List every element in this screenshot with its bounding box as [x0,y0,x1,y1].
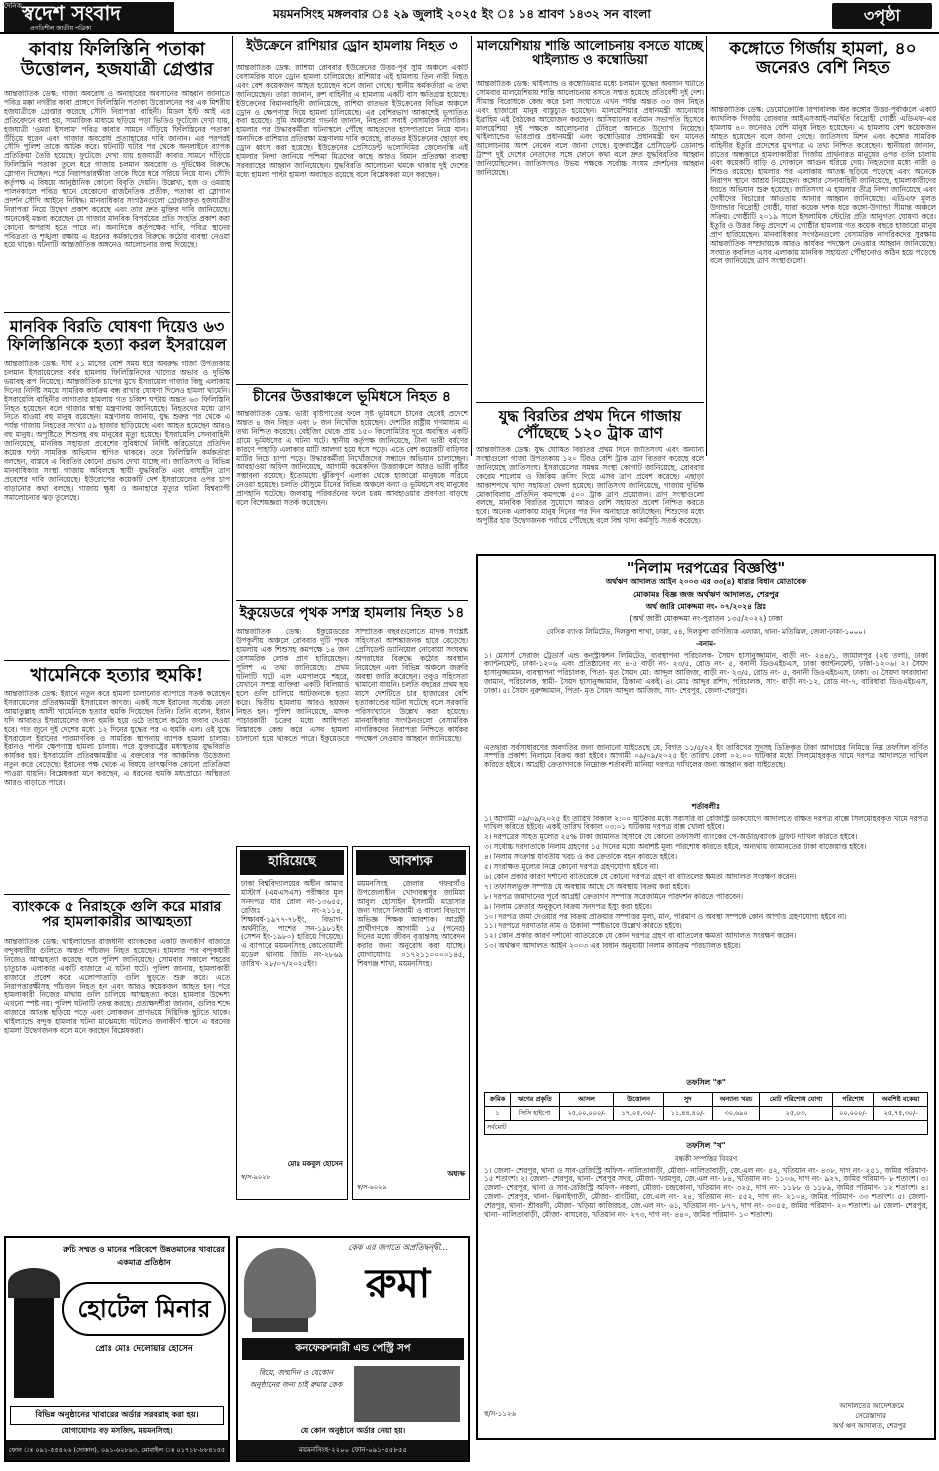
notice-table-title: তফসিল "ক" [686,1077,726,1087]
table-cell: ২৫,০৩, [760,1106,832,1120]
table-cell: ০০,০০০/- [832,1106,873,1120]
table-cell: ১৭,০৫,৩০/- [614,1106,663,1120]
ad-wanted-title: আবশ্যক [356,850,466,875]
divider [236,600,468,601]
story-kaba: আন্তর্জাতিক ডেস্ক: গাজা অবরোধ ও অনাহারের অবসানের আহ্বান জানাতে পবিত্র মক্কা নগরীর কাবা প্রাঙ্গণে ফিলিস্তিনি পতাকা উত্তোলনের পর এক মিশরীয় হজযাত্রীকে গ্রেপ্তার করেছে সৌদি নিরাপত্তা বাহিনী। মিডল ইস্ট আই এর প্রতিবেদনে বলা হয়, সামাজিক মাধ্যমে ছড়িয়ে পড়া ভিডিও ফুটেজে দেখা যায়, হজযাত্রী 'ওমরা ইসলাম' পবিত্র কাবার সামনে দাঁড়িয়ে ফিলিস্তিনের পতাকা উঁচিয়ে ধরেন এবং গাজার অবরোধ প্রত্যাহারের দাবি জানান। এর পরপরই সৌদি পুলিশ তাকে আটক করে। ঘটনাটি ঘটার পর থেকে অনলাইনে ব্যাপক প্রতিক্রিয়া তৈরি হয়েছে। ফুটেজে দেখা যায় হজযাত্রী কাবার সামনে দাঁড়িয়ে ফিলিস্তিনি পতাকা তুলে ধরে গাজায় চলমান অবরোধ ও দুর্ভিক্ষের বিরুদ্ধে স্লোগান দিচ্ছেন। পরে নিরাপত্তারক্ষীরা তাকে ঘিরে ধরে সরিয়ে নিয়ে যান। সৌদি কর্তৃপক্ষ এ বিষয়ে আনুষ্ঠানিক কোনো বিবৃতি দেয়নি। উল্লেখ্য, হজ ও ওমরাহ পালনকালে পবিত্র স্থানে যেকোনো রাজনৈতিক প্রতীক, পতাকা বা স্লোগান প্রদর্শন সৌদি আইনে নিষিদ্ধ। মানবাধিকার সংগঠনগুলো গ্রেপ্তারকৃত হজযাত্রীর নিরাপত্তা নিয়ে উদ্বেগ প্রকাশ করেছে এবং তার দ্রুত মুক্তির দাবি জানিয়েছে। অনেকেই মন্তব্য করেছেন যে গাজার মানবিক বিপর্যয়ের প্রতি সংহতি প্রকাশ করা কোনো অপরাধ হতে পারে না। অন্যদিকে কর্তৃপক্ষের দাবি, পবিত্র স্থানের পবিত্রতা ও শৃঙ্খলা রক্ষায় এ ধরনের কর্মকাণ্ডের বিরুদ্ধে কঠোর ব্যবস্থা নেওয়া হয়ে থাকে। ঘটনাটি আন্তর্জাতিক অঙ্গনেও আলোচনার জন্ম দিয়েছে। [4,90,230,250]
ruma-top-line: কেক এর জগতে অপ্রতিদ্বন্দ্বী... [348,1243,448,1252]
notice-line2: মোকামঃ বিজ্ঞ জজ অর্থঋণ আদালত, শেরপুর [633,589,779,599]
story-china: আন্তর্জাতিক ডেস্ক: ভারী বৃষ্টিপাতের ফলে সৃষ্ট ভূমিধসে চীনের হেবেই প্রদেশে অন্তত ৪ জন নিহত এবং ৮ জন নিখোঁজ হয়েছেন। দেশটির রাষ্ট্রীয় গণমাধ্যম এ তথ্য নিশ্চিত করেছে। বেইজিং থেকে প্রায় ১৫০ কিলোমিটার দূরে অবস্থিত একটি গ্রামে ভূমিধসের এ ঘটনা ঘটে। স্থানীয় কর্তৃপক্ষ জানিয়েছে, টানা ভারী বর্ষণের কারণে পাহাড়ি এলাকার মাটি আলগা হয়ে ধসে পড়ে। এতে বেশ কয়েকটি বাড়িঘর মাটির নিচে চাপা পড়ে। উদ্ধারকর্মীরা নিখোঁজদের সন্ধানে অভিযান চালাচ্ছেন। আবহাওয়া অফিস জানিয়েছে, আগামী কয়েকদিন উত্তরাঞ্চলে আরও ভারী বৃষ্টির সম্ভাবনা রয়েছে। ইতোমধ্যে ঝুঁকিপূর্ণ এলাকা থেকে হাজারো মানুষকে সরিয়ে নেওয়া হয়েছে। চলতি মৌসুমে চীনের বিভিন্ন অঞ্চলে বন্যা ও ভূমিধসে বহু মানুষের প্রাণহানি ঘটেছে। জলবায়ু পরিবর্তনের ফলে চরম আবহাওয়ার প্রবণতা বাড়ছে বলে বিশেষজ্ঞরা সতর্ক করেছেন। [236,410,468,508]
notice-condition-item: ৬। কোন প্রকার কারণ দর্শানো ব্যতিরেকে যে কোনো দরপত্র গ্রহণ বা বাতিলের ক্ষমতা আদালত সংরক্ষণ করেন। [484,872,797,881]
ad-wanted-body: ময়মনসিংহ জেলার গফরগাঁও উপজেলাধীন খোদাবক্সপুর জামিয়া আবুল হোসাইন ইসলামী মাদ্রাসার জন্য দারসে নিজামী ও বাংলা বিভাগে অভিজ্ঞ শিক্ষক আবশ্যক। আগ্রহী প্রার্থীগণকে আগামী ১৫ (পনের) দিনের মধ্যে জীবন বৃত্তান্তসহ আবেদন করার জন্য অনুরোধ করা যাচ্ছে। যোগাযোগঃ ০১৭২১১০০০০১৪৫, শিবগঞ্জ শাখা, ময়মনসিংহ। [357,879,465,969]
column-rule [471,36,472,456]
notice-signature: আদালতের আদেশক্রমে [839,1402,904,1410]
logo-small-top: দৈনিক [4,2,22,10]
notice-title: "নিলাম দরপত্রের বিজ্ঞপ্তি" [626,559,786,577]
story-congo: আন্তর্জাতিক ডেস্ক: ডেমোক্রেটিক রিপাবলিক অব কঙ্গোর উত্তর-পূর্বাঞ্চলে একটি ক্যাথলিক গির্জায় রোববার আইএসআই-সমর্থিত বিদ্রোহী গোষ্ঠী এডিএফ-এর হামলায় ৪০ জনেরও বেশি মানুষ নিহত হয়েছেন। এ হামলায় বেশ কয়েকজন আহত হয়েছেন বলে জানা গেছে। জাতিসংঘ মিশন এবং কঙ্গোর সামরিক বাহিনীর ইতুরি প্রদেশের মুখপাত্র এ তথ্য নিশ্চিত করেছেন। স্থানীয়রা জানান, রাতের অন্ধকারে হামলাকারীরা গির্জায় প্রার্থনারত মানুষের ওপর গুলি চালায় এবং কয়েকটি বাড়ি ও দোকানে আগুন ধরিয়ে দেয়। নিহতদের মধ্যে নারী ও শিশুও রয়েছে। হামলার পর এলাকায় আতঙ্ক ছড়িয়ে পড়েছে এবং অনেকে নিরাপদ স্থানে আশ্রয় নিয়েছেন। কঙ্গোর সেনাবাহিনী জানিয়েছে, হামলাকারীদের ধরতে অভিযান শুরু হয়েছে। জাতিসংঘ এ হামলার তীব্র নিন্দা জানিয়েছে এবং দোষীদের বিচারের আওতায় আনার আহ্বান জানিয়েছে। এডিএফ মূলত উগান্ডার বিদ্রোহী গোষ্ঠী, যারা কয়েক দশক ধরে কঙ্গো-উগান্ডা সীমান্ত অঞ্চলে সক্রিয়। গোষ্ঠীটি ২০১৯ সালে ইসলামিক স্টেটের প্রতি আনুগত্য ঘোষণা করে। ইতুরি ও উত্তর কিভু প্রদেশে এ গোষ্ঠীর হামলায় গত কয়েক বছরে হাজারো মানুষ প্রাণ হারিয়েছেন। মানবাধিকার সংগঠনগুলো বেসামরিক নাগরিকদের সুরক্ষায় আন্তর্জাতিক সম্প্রদায়কে আরও কার্যকর পদক্ষেপ নেওয়ার আহ্বান জানিয়েছে। সংঘাত কবলিত এসব এলাকায় মানবিক সহায়তা পৌঁছানোও কঠিন হয়ে পড়েছে বলে জানিয়েছে ত্রাণ সংস্থাগুলো। [710,106,936,266]
story-ecuador: আন্তর্জাতিক ডেস্ক: ইকুয়েডরের উপকূলীয় অঞ্চলে রোববার দুটি পৃথক হামলায় এক শিশুসহ কমপক্ষে ১৪ জন বেসামরিক লোক প্রাণ হারিয়েছেন। পুলিশ এ তথ্য জানিয়েছে। প্রথম ঘটনাটি ঘটে এল এমপালমে শহরে, যেখানে সশস্ত্র ব্যক্তিরা একটি বিলিয়ার্ড হলে গুলি চালিয়ে আটজনকে হত্যা করে। দ্বিতীয় হামলায় আরও ছয়জন নিহত হন। পুলিশ জানিয়েছে, মাদক পাচারকারী চক্রের মধ্যে আধিপত্য বিস্তারকে কেন্দ্র করে এসব হামলা চালানো হয়ে থাকতে পারে। ইকুয়েডরে সাম্প্রতিক বছরগুলোতে মাদক সংশ্লিষ্ট সহিংসতা আশঙ্কাজনক হারে বেড়েছে। প্রেসিডেন্ট ড্যানিয়েল নোবোয়া সংঘবদ্ধ অপরাধের বিরুদ্ধে কঠোর অবস্থান নিয়েছেন এবং বিভিন্ন অঞ্চলে জরুরি অবস্থা জারি করেছেন। তবুও সহিংসতা থামানো যায়নি। চলতি বছরের প্রথম ছয় মাসে দেশটিতে চার হাজারের বেশি হত্যাকাণ্ডের ঘটনা ঘটেছে বলে সরকারি পরিসংখ্যানে উল্লেখ করা হয়েছে। মানবাধিকার সংগঠনগুলো বেসামরিক নাগরিকদের নিরাপত্তা নিশ্চিতে কার্যকর পদক্ষেপ নেওয়ার আহ্বান জানিয়েছে। [236,628,468,743]
ad-lost-title: হারিয়েছে [240,850,344,875]
divider [4,312,230,313]
logo-text: স্বদেশ সংবাদ [22,1,121,25]
divider [4,660,230,661]
cake-base-shape [252,1318,308,1332]
table-cell: ১১,৪৪,৪০/- [663,1106,712,1120]
notice-line1: অর্থঋণ আদালত আইন ২০০৩ এর ৩৩(৪) ধারার বিধান মোতাবেক [605,576,807,586]
column-rule [232,36,233,716]
notice-condition-item: ২। দরপত্রের সহিত মূল্যের ২৫% টাকা জামানত হিসাবে যে কোনো তফসিলী ব্যাংকের পে-অর্ডার/ব্যাংক ড্রাফট দাখিল করিতে হইবে। [484,833,858,842]
table-cell: ২৫,৭৫,৩০/- [874,1106,928,1120]
notice-schedule-sub: বন্ধকী সম্পত্তির বিবরণ [674,1154,738,1163]
headline-ukraine: ইউক্রেনে রাশিয়ার ড্রোন হামলায় নিহত ৩ [246,39,458,54]
ruma-address: ময়মনসিংহ-২২০০ ফোন-০৯১-৫৫৮৫৫ [238,1440,468,1460]
headline-congo: কঙ্গোতে গির্জায় হামলা, ৪০ জনেরও বেশি নিহত [729,39,917,78]
story-ukraine: আন্তর্জাতিক ডেস্ক: রাশিয়া রোববার ইউক্রেনের উত্তর-পূর্ব সুমি অঞ্চলে একটি বেসামরিক যানে ড্রোন হামলা চালিয়েছে। রাশিয়ার এই হামলায় তিন নারী নিহত এবং বেশ কয়েকজন আহত হয়েছেন বলে জানা গেছে। স্থানীয় কর্মকর্তারা এ তথ্য জানিয়েছেন। তারা জানান, রুশ বাহিনীর এ হামলায় একটি বাস ক্ষতিগ্রস্ত হয়েছে। ইউক্রেনের বিমানবাহিনী জানিয়েছে, রাশিয়া রাতভর ইউক্রেনের বিভিন্ন অঞ্চলে ড্রোন ও ক্ষেপণাস্ত্র দিয়ে হামলা চালিয়েছে। এর বেশিরভাগ আকাশেই ভূপাতিত করা হয়েছে। সুমি অঞ্চলের গভর্নর জানান, নিহতরা সবাই বেসামরিক নাগরিক। হামলার পর উদ্ধারকর্মীরা ঘটনাস্থলে পৌঁছে আহতদের হাসপাতালে নিয়ে যান। অন্যদিকে রাশিয়ার প্রতিরক্ষা মন্ত্রণালয় দাবি করেছে, রাতভর ইউক্রেনের ছোড়া বহু ড্রোন ধ্বংস করা হয়েছে। ইউক্রেনের প্রেসিডেন্ট ভলোদিমির জেলেনস্কি এই হামলার নিন্দা জানিয়ে পশ্চিমা মিত্রদের কাছে আরও বিমান প্রতিরক্ষা ব্যবস্থা সরবরাহের আহ্বান জানিয়েছেন। যুদ্ধবিরতি আলোচনা থমকে থাকায় দুই দেশের মধ্যে হামলা পাল্টা হামলা অব্যাহত রয়েছে বলে বিশ্লেষকরা মনে করছেন। [236,64,468,179]
table-header-cell: অন্যান্য খরচ [712,1092,760,1106]
notice-condition-item: ৪। নিলাম সংক্রান্ত যাবতীয় খরচ ও কর ক্রেতাকে বহন করিতে হইবে। [484,853,678,862]
notice-line6: -বনাম- [696,639,716,648]
notice-signature2: সেরেস্তাদার [855,1412,886,1420]
table-header-cell: আসল [559,1092,614,1106]
hotel-top-line: রুচি সম্মত ও মানের পরিবেশে উন্নতমানের খাবারের একমাত্র প্রতিষ্ঠান [63,1245,225,1267]
story-gaza-aid: আন্তর্জাতিক ডেস্ক: যুদ্ধ ঘোষিত বিরতির প্রথম দিনে জাতিসংঘ এবং অন্যান্য সংস্থাগুলো গাজা উপত্যকায় ১২০ টিরও বেশি ট্রাক ত্রাণ বিতরণ করেছে বলে জানিয়েছে জাতিসংঘ। ইসরায়েলের সমন্বয় সংস্থা কোগাট জানিয়েছে, রোববার কেরেম শালোম ও জিকিম ক্রসিং দিয়ে এসব ত্রাণ প্রবেশ করেছে। এছাড়া আকাশপথে খাদ্য সহায়তা ফেলা হয়েছে। জাতিসংঘ জানিয়েছে, গাজায় দুর্ভিক্ষ মোকাবিলায় প্রতিদিন কমপক্ষে ৫০০ ট্রাক ত্রাণ প্রয়োজন। ত্রাণ সংস্থাগুলো বলছে, মানবিক বিরতির সুযোগে আরও বেশি সহায়তা প্রবেশ নিশ্চিত করতে হবে। অনেক এলাকায় মানুষ দিনের পর দিন অনাহারে কাটাচ্ছেন। শিশুদের মধ্যে অপুষ্টির হার উদ্বেগজনক পর্যায়ে পৌঁছেছে বলে বিশ্ব খাদ্য কর্মসূচি সতর্ক করেছে। [476,446,704,526]
auction-notice [476,554,936,1440]
notice-schedule-title: তফসিল "খ" [686,1140,726,1150]
headline-malaysia: মালয়েশিয়ায় শান্তি আলোচনায় বসতে যাচ্ছে থাইল্যান্ড ও কম্বোডিয়া [477,39,703,69]
cake-icon [244,1248,316,1318]
ad-lost-body: ঢাকা বিশ্ববিদ্যালয়ের অধীন আমার মাস্টার্স (এমএসএস) পরীক্ষার মূল সনদপত্র যার রোল নং-১৩৬৫৫, রেজিঃ নং-২১১৪, শিক্ষাবর্ষ-১৯৭৭-৭৮ইং, বিভাগ- অর্থনীতি, পাশের সন-১৯৮১ইং (সেশন ইং-১৯৮০) হারিয়ে গিয়েছে। এ ব্যাপারে ময়মনসিংহ কোতোয়ালী মডেল থানায় জিডি নং-২৮৬৯ তারিখ- ২৮/০৭/২০২৫ইং। [241,879,343,969]
table-header-cell: উত্তোলন [614,1092,663,1106]
divider [236,384,468,385]
headline-kaba: কাবায় ফিলিস্তিনি পতাকা উত্তোলন, হজযাত্রী গ্রেপ্তার [20,39,214,80]
notice-condition-item: ১১। দরপত্রে দরদাতার নাম ও ঠিকানা স্পষ্টভাবে উল্লেখ করিতে হইবে। [484,922,682,931]
notice-line4: (অর্থ জারী মোকদ্দমা নং-পুরাতন ১৩৫/২০২২) ঢাকা [629,613,783,623]
logo-tagline: প্রগতিশীল জাতীয় পত্রিকা [30,25,92,32]
dome-icon [8,1268,60,1298]
story-bangkok: আন্তর্জাতিক ডেস্ক: থাইল্যান্ডের রাজধানী ব্যাংককের একটি জনাকীর্ণ বাজারে বন্দুকধারীর গুলিতে অন্তত পাঁচজন নিহত হয়েছেন। হামলার পর বন্দুকধারী নিজেও আত্মহত্যা করেছে বলে পুলিশ জানিয়েছে। সোমবার সকালে শহরের চাতুচাক এলাকার একটি বাজারে এ ঘটনা ঘটে। পুলিশ জানায়, হামলাকারী বাজারে প্রবেশ করে এলোপাতাড়ি গুলি ছুড়তে শুরু করে। এতে নিরাপত্তারক্ষীসহ পাঁচজন নিহত হন এবং আরও কয়েকজন আহত হন। পরে হামলাকারী নিজের মাথায় গুলি চালিয়ে আত্মহত্যা করে। হামলার উদ্দেশ্য এখনো স্পষ্ট নয়। পুলিশ ঘটনাটি তদন্ত করছে। প্রত্যক্ষদর্শীরা জানান, গুলির শব্দে বাজারে আতঙ্ক ছড়িয়ে পড়ে এবং লোকজন প্রাণভয়ে দিগ্বিদিক ছুটতে থাকে। থাইল্যান্ডে বন্দুক হামলার ঘটনা মাঝেমধ্যে ঘটলেও জনাকীর্ণ স্থানে এ ধরনের হামলা উদ্বেগজনক বলে মনে করছেন বিশ্লেষকরা। [4,938,230,1036]
table-header-cell: ঋণের প্রকৃতি [510,1092,559,1106]
notice-signature3: অর্থ ঋণ আদালত, শেরপুর [832,1422,906,1430]
hotel-name: হোটেল মিনার [62,1282,226,1336]
headline-khamenei: খামেনিকে হত্যার হুমকি! [30,665,204,686]
notice-condition-item: ১২। কোন প্রকার কারণ দর্শানো ব্যতিরেকে যে কোন দরপত্র গ্রহণ বা বাতিলের ক্ষমতা আদালত সংরক্ষণ করেন। [484,932,797,941]
table-cell: সিসি হাইপো [510,1106,559,1120]
table-header-cell: পরিশোধ [832,1092,873,1106]
table-total-row [485,1120,928,1134]
ad-wanted [352,846,470,1200]
notice-condition-item: ৫। সংরক্ষিত মূল্যের নিম্নে কোনো দরপত্র গ্রহণযোগ্য হইবে না। [484,863,659,872]
notice-condition-item: ৯। নিলাম ক্রেতার অনুকূলে বিক্রয় সনদপত্র ইস্যু করা হইবে। [484,902,652,911]
headline-china: চীনের উত্তরাঞ্চলে ভূমিধসে নিহত ৪ [253,389,451,405]
ad-hotel-minar [4,1236,230,1462]
divider [476,402,704,403]
notice-table [484,1092,928,1135]
story-khamenei: আন্তর্জাতিক ডেস্ক: ইরানে নতুন করে হামলা চালানোর ব্যাপারে সতর্ক করেছেন ইসরায়েলের প্রতিরক্ষামন্ত্রী ইসরায়েল কাৎজ। একই সঙ্গে ইরানের সর্বোচ্চ নেতা আয়াতুল্লাহ আলী খামেনিকে হত্যার হুমকি দিয়েছেন তিনি। তিনি বলেন, ইরান যদি আবারও ইসরায়েলের জন্য হুমকি হয়ে ওঠে তাহলে কঠোর জবাব দেওয়া হবে। গত জুনে দুই দেশের মধ্যে ১২ দিনের যুদ্ধের পর এ হুমকি এল। ওই যুদ্ধে ইসরায়েল ইরানের পারমাণবিক ও সামরিক স্থাপনায় ব্যাপক হামলা চালায়। ইরানও পাল্টা ক্ষেপণাস্ত্র হামলা চালায়। পরে যুক্তরাষ্ট্রের মধ্যস্থতায় যুদ্ধবিরতি কার্যকর হয়। ইসরায়েলি প্রতিরক্ষামন্ত্রীর এ বক্তব্যের পর আঞ্চলিক উত্তেজনা নতুন করে বেড়েছে। ইরানের পক্ষ থেকে এ বিষয়ে তাৎক্ষণিক কোনো প্রতিক্রিয়া পাওয়া যায়নি। বিশ্লেষকরা মনে করছেন, এ ধরনের হুমকি মধ্যপ্রাচ্যে অস্থিরতা আরও বাড়াতে পারে। [4,690,230,788]
notice-schedule: ১। জেলা- শেরপুর, থানা ও সাব-রেজিস্ট্রি অফিস- নালিতাবাড়ী, মৌজা- নালিতাবাড়ী, জে.এল নং- ৫২, খতিয়ান নং- ৪৩৮, দাগ নং- ২৫১, জমির পরিমাণ- ১৫ শতাংশ। ২। জেলা- শেরপুর, থানা- শেরপুর সদর, মৌজা- খরমপুর, জে.এল নং- ৮৪, খতিয়ান নং- ১১০৬, দাগ নং- ৯২৭, জমির পরিমাণ- ৮ শতাংশ। ৩। জেলা- শেরপুর, থানা ও সাব-রেজিস্ট্রি অফিস- নকলা, মৌজা- চন্দ্রকোনা, খতিয়ান নং- ৩২৫, দাগ নং- ১১৮৮ ও ১১৮৯, জমির পরিমাণ- ১২ শতাংশ। ৪। জেলা- শেরপুর, থানা- ঝিনাইগাতী, মৌজা- রাংটিয়া, জে.এল নং- ২৪, খতিয়ান নং- ৫৫২, দাগ নং- ২১০৪, জমির পরিমাণ- ৩৩ শতাংশ। ৫। জেলা- শেরপুর, থানা- শ্রীবরদী, মৌজা- খড়িয়া কাজিরচর, জে.এল নং- ৬১, খতিয়ান নং- ৮৭৭, দাগ নং- ৩০৫৫, জমির পরিমাণ- ২০ শতাংশ। ৬। জেলা- শেরপুর, থানা- নালিতাবাড়ী, মৌজা- বাঘবেড়, খতিয়ান নং- ২৭৩, দাগ নং- ৪৪০, জমির পরিমাণ- ১০ শতাংশ। [484,1165,928,1220]
page-number: ৩পৃষ্ঠা [832,3,932,29]
cake-slice-icon [354,1366,460,1422]
ad-ruma [236,1236,470,1462]
ruma-name: রুমা [365,1260,431,1307]
notice-intro: এতদ্বারা সর্বসাধারণের অবগতির জন্য জানানো যাইতেছে যে, বিগত ১১/৫/২২ ইং তারিখের সুদসহ ডিক্রিকৃত টাকা আদায়ের নিমিত্তে নিম্ন তফসিল বর্ণিত সম্পত্তি প্রকাশ্য নিলামে বিক্রয় করা হইবে। আগামী ০৯/০৯/২০২৫ ইং তারিখ বেলা ০২.০০ ঘটিকার মধ্যে সিলমোহরকৃত খামে দরপত্র আদালতে দাখিল করিতে হইবে। আগ্রহী ক্রেতাগণকে নিম্নোক্ত শর্তাবলী মানিয়া দরপত্র দাখিলের জন্য আহ্বান করা যাইতেছে। [484,742,928,770]
column-rule [706,36,707,456]
table-row [485,1106,928,1120]
notice-line3: অর্থ জারি মোকদ্দমা নং- ০৭/২০২৪ খ্রিঃ [645,601,767,611]
table-header-cell: ক্রমিক [485,1092,511,1106]
notice-condition-item: ৮। দরপত্র জমাদানের পূর্বে আগ্রহী ক্রেতাগণ সম্পত্তি সরেজমিনে পরিদর্শন করিতে পারিবেন। [484,892,743,901]
table-header-cell: সুদ [663,1092,712,1106]
ruma-sub: কনফেকশনারী এন্ড পেস্ট্রি সপ [242,1338,464,1360]
ad-lost [236,846,348,1200]
notice-condition-item: ৭। তফসিলভুক্ত সম্পত্তি যে অবস্থায় আছে সে অবস্থায় বিক্রয় করা হইবে। [484,882,690,891]
story-israel: আন্তর্জাতিক ডেস্ক: দীর্ঘ ২১ মাসের বেশি সময় ধরে অবরুদ্ধ গাজা উপত্যকায় চলমান ইসরায়েলের বর্বর হামলায় ফিলিস্তিনিদের খাদ্যের অভাব ও দুর্ভিক্ষ ভয়াবহ রূপ নিয়েছে। আন্তর্জাতিক চাপের মুখে ইসরায়েল গাজার কিছু এলাকায় দিনের নির্দিষ্ট সময়ে সামরিক কার্যক্রম বন্ধ রাখার ঘোষণা দিলেও হামলা থামেনি। ইসরায়েলি বাহিনীর লাগাতার হামলায় গত চব্বিশ ঘণ্টায় অন্তত ৬৩ ফিলিস্তিনি নিহত হয়েছেন বলে গাজার স্বাস্থ্য মন্ত্রণালয় জানিয়েছে। নিহতদের মধ্যে ত্রাণ নিতে যাওয়া বহু মানুষ রয়েছেন। মন্ত্রণালয় জানায়, যুদ্ধ শুরুর পর থেকে এ পর্যন্ত গাজায় নিহতের সংখ্যা ৫৯ হাজার ছাড়িয়েছে এবং আহত হয়েছেন আরও বহু মানুষ। অপুষ্টিতে শিশুসহ বহু মানুষের মৃত্যু হয়েছে। ইসরায়েলি সেনাবাহিনী জানিয়েছে, মানবিক সহায়তা প্রবেশের সুবিধার্থে নির্দিষ্ট করিডোরে প্রতিদিন কয়েক ঘণ্টা সামরিক অভিযান স্থগিত থাকবে। তবে ফিলিস্তিনি কর্মকর্তারা বলছেন, বাস্তবে এ বিরতির কোনো প্রভাব দেখা যাচ্ছে না। জাতিসংঘ ও বিভিন্ন মানবাধিকার সংস্থা গাজায় অবিলম্বে স্থায়ী যুদ্ধবিরতি এবং বাধাহীন ত্রাণ প্রবেশের দাবি জানিয়েছে। ইউরোপের কয়েকটি দেশ ইসরায়েলের ওপর চাপ বাড়ানোর কথা বলছে। গাজায় ক্ষুধা ও অনাহারে মৃত্যুর ঘটনা বিশ্বব্যাপী সমালোচনার ঝড় তুলেছে। [4,360,230,502]
ad-wanted-code: স্ব/স-৯০২৯ [357,1183,387,1191]
notice-code: স্ব/স-১১২৬ [484,1410,516,1418]
notice-defendants: ১। মেসার্স সেরাজ ট্রেডার্স এন্ড কনস্ট্রাকশন লিমিটেড, ব্যবস্থাপনা পরিচালক- সৈয়দ হাসানুজ্জামান, বাড়ী নং- ২৪৪/১, জামালপুর (২য় তলা), ঢাকা ক্যান্টনমেন্ট, ঢাকা-১২০৬ এবং প্রতিষ্ঠানের নং ৪-৫ বাড়ী নং- ২৩/৫, রোড নং- ৫, বনানী ডিওএইচএস, ঢাকা ক্যান্টনমেন্ট, ঢাকা-১২০৬। ২। সৈয়দ হাসানুজ্জামান, ব্যবস্থাপনা পরিচালক, পিতা- মৃত সৈয়দ মো: আব্দুল আজিজ, বাড়ী নং- ২৩/৫, রোড নং- ৫, বনানী ডিওএইচএস, ঢাকা। ৩। সৈয়দা ফারজানা জামান, পরিচালক, স্বামী- সৈয়দ হাসানুজ্জামান, ঠিকানা একই। ৪। মোঃ আব্দুর রশিদ, পরিচালক, সাং- বাড়ী নং-১২, রোড নং-৭, বারিধারা ডিওএইচএস, ঢাকা। ৫। সৈয়দ নুরুজ্জামান, পিতা- মৃত সৈয়দ আব্দুল আজিজ, সাং- শেরপুর, জেলা-শেরপুর। [484,650,928,696]
dateline: ময়মনসিংহ মঙ্গলবার ঃ ২৯ জুলাই ২০২৫ ইং ঃ ১৪ শ্রাবণ ১৪৩২ সন বাংলা [273,7,651,21]
notice-condition-item: ১৩। অর্থঋণ আদালত আইন ২০০৩ এর বিধান অনুযায়ী নিলাম কার্যক্রম পরিচালিত হইবে। [484,942,741,951]
table-cell: ১ [485,1106,511,1120]
minaret-shape [14,1288,54,1398]
notice-conditions-title: শর্তাবলীঃ [691,801,721,811]
table-total-label: সর্বমোট [485,1120,928,1134]
headline-bangkok: ব্যাংককে ৫ নিরাহকে গুলি করে মারার পর হামলাকারীর আত্মহত্যা [12,899,222,931]
story-malaysia: আন্তর্জাতিক ডেস্ক: থাইল্যান্ড ও কম্বোডিয়ার মধ্যে চলমান যুদ্ধের অবসান ঘটাতে সোমবার মালয়েশিয়ায় শান্তি আলোচনায় বসতে সম্মত হয়েছে প্রতিবেশী দুই দেশ। সীমান্ত বিরোধকে কেন্দ্র করে চলা সংঘাতে এখন পর্যন্ত অন্তত ৩৩ জন নিহত এবং হাজারো মানুষ বাস্তুচ্যুত হয়েছেন। মালয়েশিয়ার প্রধানমন্ত্রী আনোয়ার ইব্রাহিম এই বৈঠকের আয়োজন করছেন। আসিয়ানের বর্তমান সভাপতি হিসেবে মালয়েশিয়া দুই পক্ষকে আলোচনার টেবিলে আনতে উদ্যোগ নিয়েছে। থাইল্যান্ডের ভারপ্রাপ্ত প্রধানমন্ত্রী এবং কম্বোডিয়ার প্রধানমন্ত্রী হুন মানেত আলোচনায় অংশ নেবেন বলে জানা গেছে। যুক্তরাষ্ট্রের প্রেসিডেন্ট ডোনাল্ড ট্রাম্প দুই দেশের নেতাদের সঙ্গে ফোনে কথা বলে দ্রুত যুদ্ধবিরতির আহ্বান জানিয়েছিলেন। জাতিসংঘও উভয় পক্ষকে সর্বোচ্চ সংযম প্রদর্শনের আহ্বান জানিয়েছে। [476,80,704,178]
masthead [0,0,939,34]
hotel-line: বিভিন্ন অনুষ্ঠানের খাবারের অর্ডার সরবরাহ করা হয়। [10,1406,224,1425]
headline-israel: মানবিক বিরতি ঘোষণা দিয়েও ৬৩ ফিলিস্তিনিকে হত্যা করল ইসরায়েল [7,317,227,354]
notice-condition-item: ৩। সর্বোচ্চ দরদাতাকে নিলাম গ্রহণের ১৫ দিনের মধ্যে অবশিষ্ট মূল্য পরিশোধ করিতে হইবে, অন্যথায় জামানতের টাকা বাজেয়াপ্ত হইবে। [484,843,867,852]
ad-lost-name: মোঃ মকবুল হোসেন [287,1160,343,1168]
hotel-phone: ফোন ঃ ০৯১-৫৫৪২৬ (দোকান), ০৯১-৬২৮৯৩, মোবাইল ঃ ০১৭১৮-৮৮৪১৫৫ [6,1440,228,1460]
ad-wanted-sign: অধ্যক্ষ [447,1170,465,1178]
table-header-cell: অবশিষ্ট বকেয়া [874,1092,928,1106]
notice-conditions [478,814,934,1076]
ad-lost-code: স্ব/স-৯০২৮ [241,1173,271,1181]
table-header-row [485,1092,928,1106]
headline-ecuador: ইকুয়েডরে পৃথক সশস্ত্র হামলায় নিহত ১৪ [239,605,465,621]
notice-condition-item: ১০। দরপত্র জমা দেওয়ার পর বিক্রয় প্রক্রিয়ার সম্পত্তির মূল্য, মান, পরিমাণ ও অবস্থা সম্পর্কে কোন আপত্তি গ্রহণযোগ্য হইবে না। [484,912,847,921]
ruma-quote: বিয়ে, জন্মদিন ও যেকোন অনুষ্ঠানের জন্য চাই রুমার কেক [249,1368,343,1389]
table-cell: ২৫,০০,০০০/- [559,1106,614,1120]
table-header-cell: মোট পরিশোধ যোগ্য [760,1092,832,1106]
hotel-owner: প্রোঃ মোঃ দেলোয়ার হোসেন [95,1344,193,1354]
hotel-address: যোগাযোগঃ বড় মসজিদ, ময়মনসিংহ। [61,1426,173,1435]
headline-gaza-aid: যুদ্ধ বিরতির প্রথম দিনে গাজায় পৌঁছেছে ১২০ ট্রাক ত্রাণ [498,407,682,442]
table-cell: ৩০,৬৯০ [712,1106,760,1120]
divider [4,894,230,895]
ruma-bottom: যে কোন অনুষ্ঠানে অর্ডার নেয়া হয়। [300,1426,406,1435]
notice-line5: বেসিক ব্যাংক লিমিটেড, দিলকুশা শাখা, ঢাকা, ৫৪, দিলকুশা বাণিজ্যিক এলাকা, থানা- মতিঝিল, জেলা-ঢাকা-১০০০। [546,627,866,636]
notice-condition-item: ১। আগামী ০৯/০৯/২০২৫ ইং তারিখ বিকাল ২:০০ ঘটিকার মধ্যে সরাসরি বা রেজিস্ট্রি ডাকযোগে আদালতে রক্ষিত দরপত্র বাক্সে সিলমোহরকৃত খামে দরপত্র দাখিল করিতে হইবে। একই তারিখ বিকাল ০৩:০১ ঘটিকায় দরপত্র বাক্স খোলা হইবে। [484,814,928,832]
